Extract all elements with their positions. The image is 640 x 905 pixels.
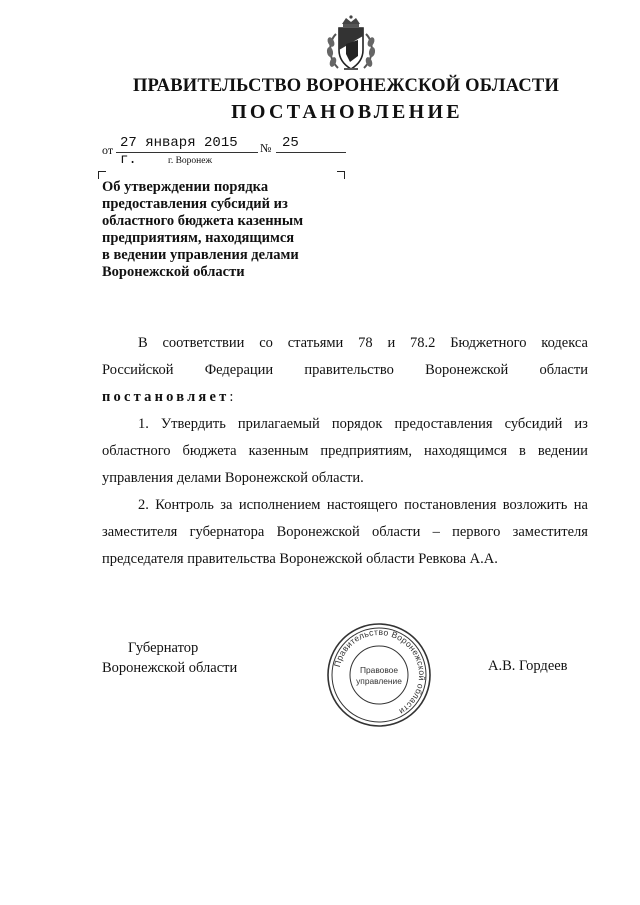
word: возложить <box>502 497 568 513</box>
position-line: Воронежской области <box>102 660 238 676</box>
subject-line: в ведении управления делами <box>102 247 299 263</box>
word: 78 <box>358 335 373 351</box>
paragraph-line <box>102 492 588 519</box>
word: на <box>573 497 588 513</box>
seal-ring-text: Правительство Воронежской области <box>331 626 428 717</box>
paragraph-line <box>102 330 588 357</box>
subject-line: областного бюджета казенным <box>102 213 304 229</box>
word: 2. <box>138 497 149 513</box>
word: Бюджетного <box>450 335 527 351</box>
resolves-colon: : <box>229 389 234 405</box>
word: находящимся <box>424 443 508 459</box>
word: прилагаемый <box>237 416 320 432</box>
signatory-name: А.В. Гордеев <box>488 658 568 674</box>
word: со <box>259 335 273 351</box>
word: Российской <box>102 362 174 378</box>
government-title: ПРАВИТЕЛЬСТВО ВОРОНЕЖСКОЙ ОБЛАСТИ <box>132 76 560 96</box>
word: предоставления <box>394 416 493 432</box>
subject-line: предприятиям, находящимся <box>102 230 295 246</box>
word: за <box>220 497 233 513</box>
word: заместителя <box>102 524 178 540</box>
word: из <box>574 416 588 432</box>
document-type: ПОСТАНОВЛЕНИЕ <box>231 101 463 123</box>
paragraph-line <box>102 519 588 546</box>
paragraph-line: управления делами Воронежской области. <box>102 470 364 486</box>
subject-title <box>102 179 332 281</box>
word: статьями <box>287 335 344 351</box>
word: в <box>518 443 526 459</box>
paragraph-line <box>102 438 588 465</box>
document-date: 27 января 2015 г. <box>116 135 258 153</box>
subject-corner-right <box>337 171 345 179</box>
resolves-word: постановляет <box>102 389 230 405</box>
subject-corner-left <box>98 171 106 179</box>
word: Контроль <box>155 497 214 513</box>
number-label: № <box>260 141 272 155</box>
word: исполнением <box>238 497 321 513</box>
subject-line: Воронежской области <box>102 264 245 280</box>
city-label: г. Воронеж <box>168 156 213 166</box>
document-number: 25 <box>276 135 346 153</box>
document-body <box>102 330 588 573</box>
word: 78.2 <box>410 335 436 351</box>
word: субсидий <box>504 416 563 432</box>
word: кодекса <box>541 335 588 351</box>
paragraph-line <box>102 357 588 384</box>
word: и <box>387 335 396 351</box>
official-seal-stamp <box>324 620 434 730</box>
word: Воронежской <box>276 524 360 540</box>
seal-center-line: управление <box>356 676 402 686</box>
word: правительство <box>304 362 394 378</box>
word: настоящего <box>326 497 398 513</box>
word: Воронежской <box>425 362 509 378</box>
subject-line: Об утверждении порядка <box>102 179 269 195</box>
word: 1. <box>138 416 149 432</box>
word: областного <box>102 443 171 459</box>
seal-center-line: Правовое <box>359 665 399 675</box>
position-line: Губернатор <box>128 640 199 656</box>
word: Утвердить <box>160 416 226 432</box>
coat-of-arms-emblem <box>322 14 380 76</box>
paragraph-line: председателя правительства Воронежской области Ревкова А.А. <box>102 551 498 567</box>
word: предприятиям, <box>320 443 413 459</box>
word: ведении <box>537 443 588 459</box>
word: казенным <box>248 443 309 459</box>
from-label: от <box>102 143 114 157</box>
word: области <box>539 362 588 378</box>
signatory-position <box>102 638 237 678</box>
subject-line: предоставления субсидий из <box>102 196 288 212</box>
word: Федерации <box>204 362 274 378</box>
word: первого <box>452 524 501 540</box>
word: области <box>371 524 421 540</box>
word: бюджета <box>182 443 237 459</box>
word: постановления <box>404 497 497 513</box>
word: губернатора <box>189 524 265 540</box>
paragraph-line <box>102 411 588 438</box>
word: – <box>432 524 440 540</box>
word: соответствии <box>162 335 245 351</box>
word: порядок <box>331 416 383 432</box>
word: В <box>138 335 148 351</box>
resolution-line <box>102 384 588 411</box>
word: заместителя <box>512 524 588 540</box>
